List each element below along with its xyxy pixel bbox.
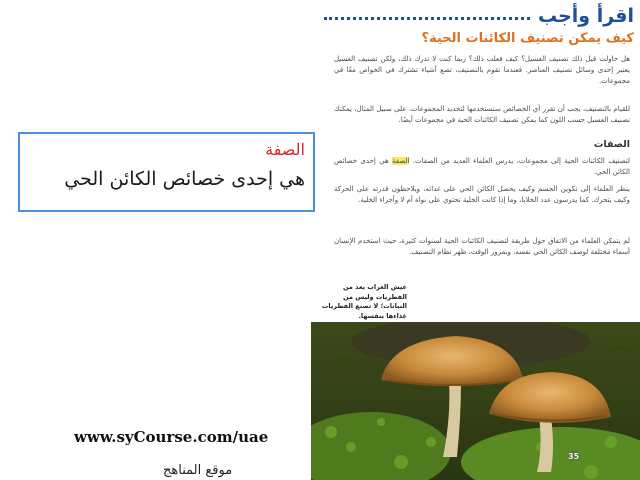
sub-heading-traits: الصفات xyxy=(593,139,630,150)
definition-text: هي إحدى خصائص الكائن الحي xyxy=(64,168,305,190)
highlighted-term: الصفة xyxy=(391,157,410,165)
paragraph-4: ينظر العلماء إلى تكوين الجسم وكيف يحصل الكائن الحي على غذائه، ويلاحظون قدرته على الحركة وكيف يتحرك. كما يدرسون عدد الخلايا، وما إذا كانت الخلية تحتوي على نواة أم لا وأجزاء الخلية. xyxy=(334,185,630,204)
paragraph-2: للقيام بالتصنيف، يجب أن تقرر أي الخصائص ستستخدمها لتحديد المجموعات. على سبيل المثال، يمكنك تصنيف الغسيل حسب اللون كما يمكن تصنيف الكائنات الحية في مجموعات أيضًا. xyxy=(334,105,630,124)
section-title: اقرأ وأجب xyxy=(537,5,634,27)
paragraph-3-end: هي إحدى خصائص الكائن الحي. xyxy=(334,157,630,176)
watermark-site-name: موقع المناهج xyxy=(163,463,233,478)
page-number: 35 xyxy=(568,452,580,461)
mushroom-photo xyxy=(311,322,640,480)
section-title-bar xyxy=(324,4,634,28)
paragraph-3 xyxy=(334,156,630,178)
paragraph-3-start: لتصنيف الكائنات الحية إلى مجموعات، يدرس العلماء العديد من الصفات. xyxy=(409,157,630,165)
photo-caption: عيش الغراب يعد من الفطريات وليس من النباتات؛ لا تصنع الفطريات غذاءها بنفسها. xyxy=(321,283,407,320)
definition-term: الصفة xyxy=(265,140,305,159)
question-heading: كيف يمكن تصنيف الكائنات الحية؟ xyxy=(421,31,634,46)
title-dotted-rule xyxy=(324,17,530,20)
watermark-url: www.syCourse.com/uae xyxy=(74,428,269,446)
paragraph-5: لم يتمكن العلماء من الاتفاق حول طريقة لتصنيف الكائنات الحية لسنوات كثيرة، حيث استخدم الإنسان أسماء مختلفة لوصف الكائن الحي نفسه، وبمرور الوقت، ظهر نظام التصنيف. xyxy=(334,237,630,256)
definition-box xyxy=(18,132,315,212)
paragraph-1: هل حاولت قبل ذلك تصنيف الغسيل؟ كيف فعلت ذلك؟ ربما كنت لا تدرك ذلك، ولكن تصنيف الغسيل يعتبر إحدى وسائل تصنيف العناصر. فعندما تقوم بالتصنيف، تضع أشياء تشترك في الخواص معًا في مجموعات. xyxy=(334,55,630,85)
